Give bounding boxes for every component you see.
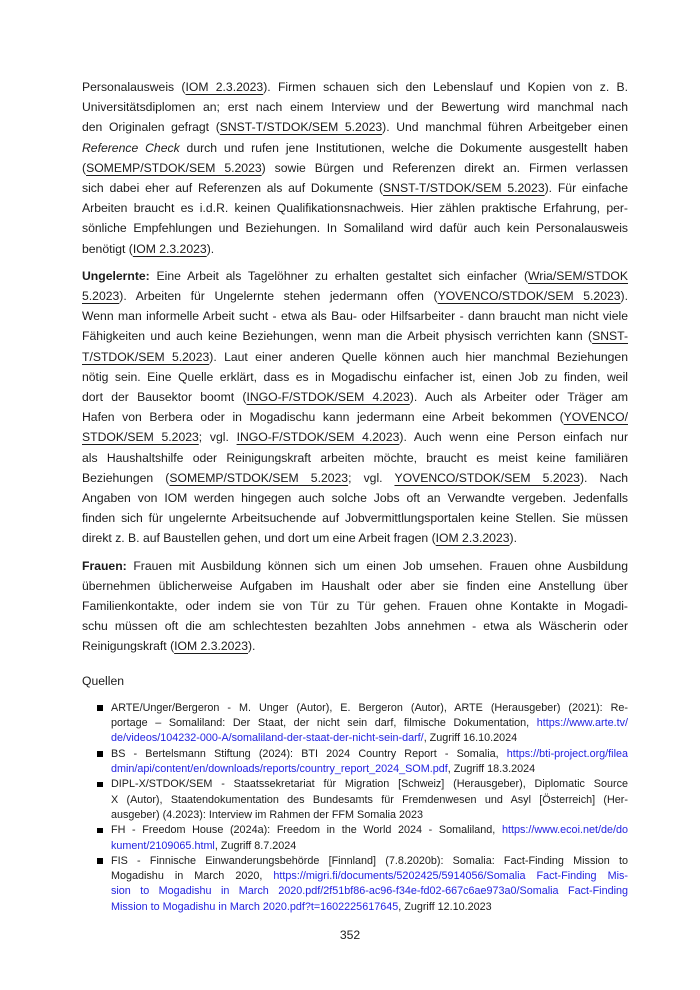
text-run: ) sowie Bürgen und Referenzen direkt an. Firmen verlassen	[261, 160, 628, 175]
source-url-link[interactable]: kument/2109065.html	[111, 839, 215, 852]
reference-link[interactable]: SOMEMP/STDOK/SEM 5.2023	[86, 160, 262, 175]
text-run: finden sich für ungelernte Arbeitsuchende auf Jobvermittlungsportalen keine Stellen. Sie müssen	[82, 511, 628, 526]
text-run: ).	[248, 639, 256, 654]
text-line	[82, 198, 628, 218]
text-run: Beziehungen (	[82, 470, 170, 485]
italic-text: Reference Check	[82, 140, 180, 155]
text-run: als Haushaltshilfe oder Reinigungskraft arbeiten möchte, braucht es meist keine familiären	[82, 450, 628, 465]
text-line	[82, 636, 628, 656]
text-run: ). Auch als Arbeiter oder Träger am	[409, 390, 628, 405]
text-line	[82, 266, 628, 286]
reference-link[interactable]: YOVENCO/STDOK/SEM 5.2023	[394, 470, 580, 485]
reference-link[interactable]: IOM 2.3.2023	[435, 531, 510, 546]
text-run: ).	[509, 531, 517, 546]
text-run: BS - Bertelsmann Stiftung (2024): BTI 2024 Country Report - Somalia,	[111, 747, 507, 760]
text-line	[82, 468, 628, 488]
text-line	[82, 596, 628, 616]
text-run: ).	[206, 241, 215, 256]
text-line	[111, 823, 628, 838]
page-content	[82, 77, 628, 915]
reference-link[interactable]: YOVENCO/STDOK/SEM 5.2023	[437, 289, 621, 304]
square-bullet-icon	[97, 751, 103, 757]
reference-link[interactable]: SOMEMP/STDOK/SEM 5.2023	[169, 470, 349, 485]
text-line	[82, 326, 628, 346]
text-run: ). Laut einer anderen Quelle können auch hier manchmal Beziehungen	[209, 349, 628, 364]
text-line	[111, 869, 628, 884]
text-run: Reinigungskraft (	[82, 639, 175, 654]
text-run: sönliche Empfehlungen und Beziehungen. In Somaliland wird dafür auch kein Personalausweis	[82, 221, 628, 236]
text-run: X (Autor), Staatendokumentation des Bundesamts für Fremdenwesen und Asyl [Österreich] (Her-	[111, 793, 628, 806]
text-line	[111, 701, 628, 716]
source-item	[97, 823, 628, 854]
text-run: ausgeber) (4.2023): Interview im Rahmen der FFM Somalia 2023	[111, 808, 424, 821]
square-bullet-icon	[97, 858, 103, 864]
text-run: ARTE/Unger/Bergeron - M. Unger (Autor), E. Bergeron (Autor), ARTE (Herausgeber) (2021): Re-	[111, 701, 628, 714]
text-line	[111, 884, 628, 899]
text-run: FH - Freedom House (2024a): Freedom in the World 2024 - Somaliland,	[111, 824, 502, 837]
source-url-link[interactable]: https://migri.fi/documents/5202425/5914056/Somalia Fact-Finding Mis-	[273, 870, 628, 883]
text-run: durch und rufen jene Institutionen, welche die Dokumente ausgestellt haben	[179, 140, 628, 155]
text-run: ).	[620, 289, 628, 304]
text-run: (	[82, 160, 87, 175]
text-run: sich dabei eher auf Referenzen als auf Dokumente (	[82, 181, 384, 196]
text-run: nötig sein. Eine Quelle erklärt, dass es in Mogadischu einfacher ist, einen Job zu finden, weil	[82, 369, 628, 384]
reference-link[interactable]: T/STDOK/SEM 5.2023	[82, 349, 210, 364]
text-run: Familienkontakte, oder indem sie von Tür zu Tür gehen. Frauen ohne Kontakte in Mogadi-	[82, 599, 628, 614]
text-run: ). Nach	[579, 470, 628, 485]
text-line	[111, 716, 628, 731]
text-run: ). Und manchmal führen Arbeitgeber einen	[382, 120, 628, 135]
reference-link[interactable]: SNST-T/STDOK/SEM 5.2023	[383, 181, 545, 196]
text-run: Personalausweis (	[82, 80, 186, 94]
text-line	[111, 793, 628, 808]
text-line	[111, 900, 628, 915]
square-bullet-icon	[97, 828, 103, 834]
text-line	[82, 286, 628, 306]
text-line	[111, 731, 628, 746]
sources-list	[97, 701, 628, 915]
text-line	[82, 178, 628, 198]
bold-label: Frauen:	[82, 558, 127, 573]
reference-link[interactable]: STDOK/SEM 5.2023	[82, 430, 199, 445]
square-bullet-icon	[97, 782, 103, 788]
text-run: , Zugriff 8.7.2024	[214, 839, 297, 852]
page-number: 352	[339, 928, 361, 942]
reference-link[interactable]: SNST-T/STDOK/SEM 5.2023	[219, 120, 383, 135]
text-line	[82, 158, 628, 178]
text-run: Fähigkeiten und auch keine Beziehungen, wenn man die Arbeit physisch verrichten kann (	[82, 329, 593, 344]
text-line	[82, 117, 628, 137]
text-line	[111, 854, 628, 869]
text-run: Universitätsdiplomen an; erst nach einem Interview und der Bewertung wird manchmal nach	[82, 100, 628, 115]
paragraph	[82, 77, 628, 259]
text-run: Arbeiten braucht es i.d.R. keinen Qualifikationsnachweis. Hier zählen praktische Erfahrung, per-	[82, 201, 628, 216]
text-line	[111, 777, 628, 792]
text-line	[82, 427, 628, 447]
reference-link[interactable]: IOM 2.3.2023	[132, 241, 207, 256]
text-run: ). Auch wenn eine Person einfach nur	[399, 430, 628, 445]
text-run: ). Firmen schauen sich den Lebenslauf und Kopien von z. B.	[263, 80, 628, 94]
text-run: Hafen von Berbera oder in Mogadischu kann jedermann eine Arbeit bekommen (	[82, 410, 564, 425]
text-run: ). Für einfache	[544, 181, 629, 196]
quellen-heading: Quellen	[82, 673, 125, 688]
reference-link[interactable]: SNST-	[592, 329, 628, 344]
text-run: ; vgl.	[348, 470, 395, 485]
paragraph	[82, 556, 628, 657]
reference-link[interactable]: 5.2023	[82, 289, 120, 304]
text-line	[82, 488, 628, 508]
text-run: Mogadishu in March 2020,	[111, 870, 274, 883]
text-run: ). Arbeiten für Ungelernte stehen jedermann offen (	[119, 289, 438, 304]
reference-link[interactable]: IOM 2.3.2023	[174, 639, 248, 654]
text-line	[111, 762, 628, 777]
text-line	[82, 218, 628, 238]
text-run: Eine Arbeit als Tagelöhner zu erhalten gestaltet sich einfacher (	[149, 268, 528, 283]
reference-link[interactable]: Wria/SEM/STDOK	[528, 268, 628, 283]
text-line	[82, 448, 628, 468]
text-line	[82, 387, 628, 407]
source-url-link[interactable]: https://bti-project.org/filea	[506, 747, 628, 760]
source-url-link[interactable]: sion to Mogadishu in March 2020.pdf/2f51bf86-ac96-f34e-fd02-667c6ae973a0/Somalia Fact-Finding	[111, 885, 628, 898]
source-url-link[interactable]: de/videos/104232-000-A/somaliland-der-staat-der-nicht-sein-darf/	[111, 732, 424, 745]
reference-link[interactable]: INGO-F/STDOK/SEM 4.2023	[246, 390, 410, 405]
text-line	[82, 508, 628, 528]
text-run: ; vgl.	[198, 430, 237, 445]
text-run: schu müssen oft die am schlechtesten bezahlten Jobs annehmen - etwa als Wäscherin oder	[82, 619, 628, 634]
text-run: übernehmen üblicherweise Aufgaben im Haushalt oder aber sie finden eine Anstellung über	[82, 578, 628, 593]
paragraph	[82, 266, 628, 549]
reference-link[interactable]: YOVENCO/	[563, 410, 628, 425]
source-url-link[interactable]: dmin/api/content/en/downloads/reports/country_report_2024_SOM.pdf	[111, 763, 448, 776]
text-run: Frauen mit Ausbildung können sich um einen Job umsehen. Frauen ohne Ausbildung	[126, 558, 628, 573]
bold-label: Ungelernte:	[82, 268, 150, 283]
source-item	[97, 747, 628, 778]
text-run: , Zugriff 18.3.2024	[447, 763, 536, 776]
text-line	[82, 616, 628, 636]
text-line	[82, 239, 628, 259]
text-line	[82, 347, 628, 367]
text-line	[82, 367, 628, 387]
text-run: den Originalen gefragt (	[82, 120, 220, 135]
text-line	[111, 839, 628, 854]
reference-link[interactable]: INGO-F/STDOK/SEM 4.2023	[236, 430, 400, 445]
text-line	[82, 407, 628, 427]
body-content	[82, 77, 628, 657]
text-run: portage – Somaliland: Der Staat, der nicht sein darf, filmische Dokumentation,	[111, 717, 537, 730]
source-url-link[interactable]: Mission to Mogadishu in March 2020.pdf?t=1602225617645	[111, 900, 399, 913]
text-line	[82, 306, 628, 326]
square-bullet-icon	[97, 705, 103, 711]
text-run: FIS - Finnische Einwanderungsbehörde [Finnland] (7.8.2020b): Somalia: Fact-Finding Mission to	[111, 854, 628, 867]
text-run: DIPL-X/STDOK/SEM - Staatssekretariat für Migration [Schweiz] (Herausgeber), Diplomatic Source	[111, 778, 628, 791]
text-run: , Zugriff 12.10.2023	[398, 900, 492, 913]
text-run: Angaben von IOM werden hingegen auch solche Jobs oft an Verwandte vergeben. Jedenfalls	[82, 491, 628, 506]
text-line	[82, 556, 628, 576]
text-line	[82, 138, 628, 158]
text-line	[111, 808, 628, 823]
text-run: , Zugriff 16.10.2024	[423, 732, 518, 745]
text-line	[111, 747, 628, 762]
text-line	[82, 576, 628, 596]
source-item	[97, 777, 628, 823]
text-run: Wenn man informelle Arbeit sucht - etwa als Bau- oder Hilfsarbeiter - dann braucht man nicht viele	[82, 309, 628, 324]
source-url-link[interactable]: https://www.ecoi.net/de/do	[501, 824, 628, 837]
text-line	[82, 77, 628, 97]
text-run: dort der Bausektor boomt (	[82, 390, 247, 405]
source-url-link[interactable]: https://www.arte.tv/	[536, 717, 628, 730]
text-line	[82, 528, 628, 548]
source-item	[97, 854, 628, 915]
reference-link[interactable]: IOM 2.3.2023	[185, 80, 264, 94]
text-line	[82, 97, 628, 117]
source-item	[97, 701, 628, 747]
text-run: benötigt (	[82, 241, 133, 256]
text-run: direkt z. B. auf Baustellen gehen, und dort um eine Arbeit fragen (	[82, 531, 436, 546]
